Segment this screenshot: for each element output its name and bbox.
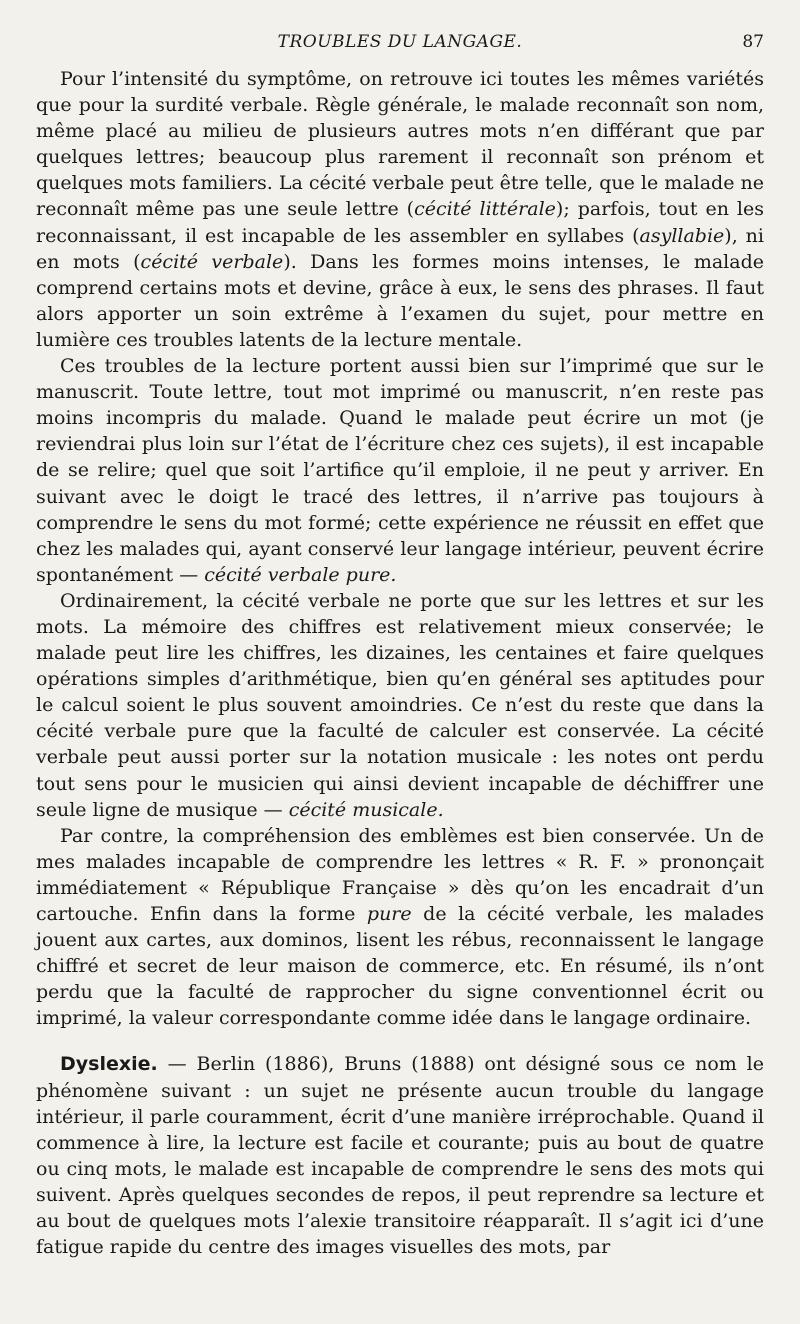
text-run: Ces troubles de la lecture portent aussi bien sur l’imprimé que sur le manuscrit. Toute lettre, tout mot imprimé ou manuscrit, n’en reste pas moins incompris du malade. Quand le malade peut écrire un mot (je reviendrai plus loin sur l’état de l’écriture chez ces sujets), il est incapable de se relire; quel que soit l’artifice qu’il emploie, il ne peut y arriver. En suivant avec le doigt le tracé des lettres, il n’arrive pas toujours à comprendre le sens du mot formé; cette expérience ne réussit en effet que chez les malades qui, ayant conservé leur langage intérieur, peuvent écrire spontanément — <box>36 355 764 586</box>
italic-term: pure <box>366 903 412 925</box>
italic-term: cécité littérale <box>414 198 556 221</box>
text-run: Par contre, la compréhension des emblèmes est bien conservée. Un de mes malades incapable de comprendre les lettres « R. F. » prononçait immédiatement « République Française » dès qu’on les encadrait d’un cartouche. Enfin dans la forme <box>36 824 764 925</box>
text-run: — Berlin (1886), Bruns (1888) ont désigné sous ce nom le phénomène suivant : un sujet ne présente aucun trouble du langage intérieur, il parle couramment, écrit d’une manière irréprochable. Quand il commence à lire, la lecture est facile et courante; puis au bout de quatre ou cinq mots, le malade est incapable de comprendre le sens des mots qui suivent. Après quelques secondes de repos, il peut reprendre sa lecture et au bout de quelques mots l’alexie transitoire réapparaît. Il s’agit ici d’une fatigue rapide du centre des images visuelles des mots, par <box>36 1053 764 1259</box>
paragraph-dyslexie <box>36 1051 764 1260</box>
page-header <box>36 32 764 56</box>
page-number: 87 <box>742 32 764 52</box>
italic-term: cécité verbale pure. <box>204 563 397 586</box>
section-term: Dyslexie. <box>60 1053 158 1076</box>
text-run: Pour l’intensité du symptôme, on retrouve ici toutes les mêmes variétés que pour la surdité verbale. Règle générale, le malade reconnaît son nom, même placé au milieu de plusieurs autres mots n’en différant que par quelques lettres; beaucoup plus rarement il reconnaît son prénom et quelques mots familiers. La cécité verbale peut être telle, que le malade ne reconnaît même pas une seule lettre ( <box>36 68 764 221</box>
text-run: de la cécité verbale, les malades jouent aux cartes, aux dominos, lisent les rébus, reconnaissent le langage chiffré et secret de leur maison de commerce, etc. En résumé, ils n’ont perdu que la faculté de rapprocher du signe conventionnel écrit ou imprimé, la valeur correspondante comme idée dans le langage ordinaire. <box>36 903 765 1030</box>
body-text <box>36 66 764 1260</box>
paragraph-intensite <box>36 66 764 353</box>
paragraph-lecture <box>36 353 764 588</box>
italic-term: cécité verbale <box>140 250 284 273</box>
text-run: ). Dans les formes moins intenses, le malade comprend certains mots et devine, grâce à eux, le sens des phrases. Il faut alors apporter un soin extrême à l’examen du sujet, pour mettre en lumière ces troubles latents de la lecture mentale. <box>36 250 764 351</box>
text-run: Ordinairement, la cécité verbale ne porte que sur les lettres et sur les mots. La mémoire des chiffres est relativement mieux conservée; le malade peut lire les chiffres, les dizaines, les centaines et faire quelques opérations simples d’arithmétique, bien qu’en général ses aptitudes pour le calcul soient le plus souvent amoindries. Ce n’est du reste que dans la cécité verbale pure que la faculté de calculer est conservée. La cécité verbale peut aussi porter sur la notation musicale : les notes ont perdu tout sens pour le musicien qui ainsi devient incapable de déchiffrer une seule ligne de musique — <box>36 589 764 821</box>
paragraph-chiffres <box>36 588 764 823</box>
text-run: ); parfois, tout en les reconnaissant, il est incapable de les assembler en syllabes ( <box>36 198 764 247</box>
paragraph-emblemes <box>36 823 764 1032</box>
italic-term: asyllabie <box>639 224 725 247</box>
text-run: ), ni en mots ( <box>36 224 764 273</box>
running-title: TROUBLES DU LANGAGE. <box>277 32 523 52</box>
italic-term: cécité musicale. <box>288 798 444 821</box>
